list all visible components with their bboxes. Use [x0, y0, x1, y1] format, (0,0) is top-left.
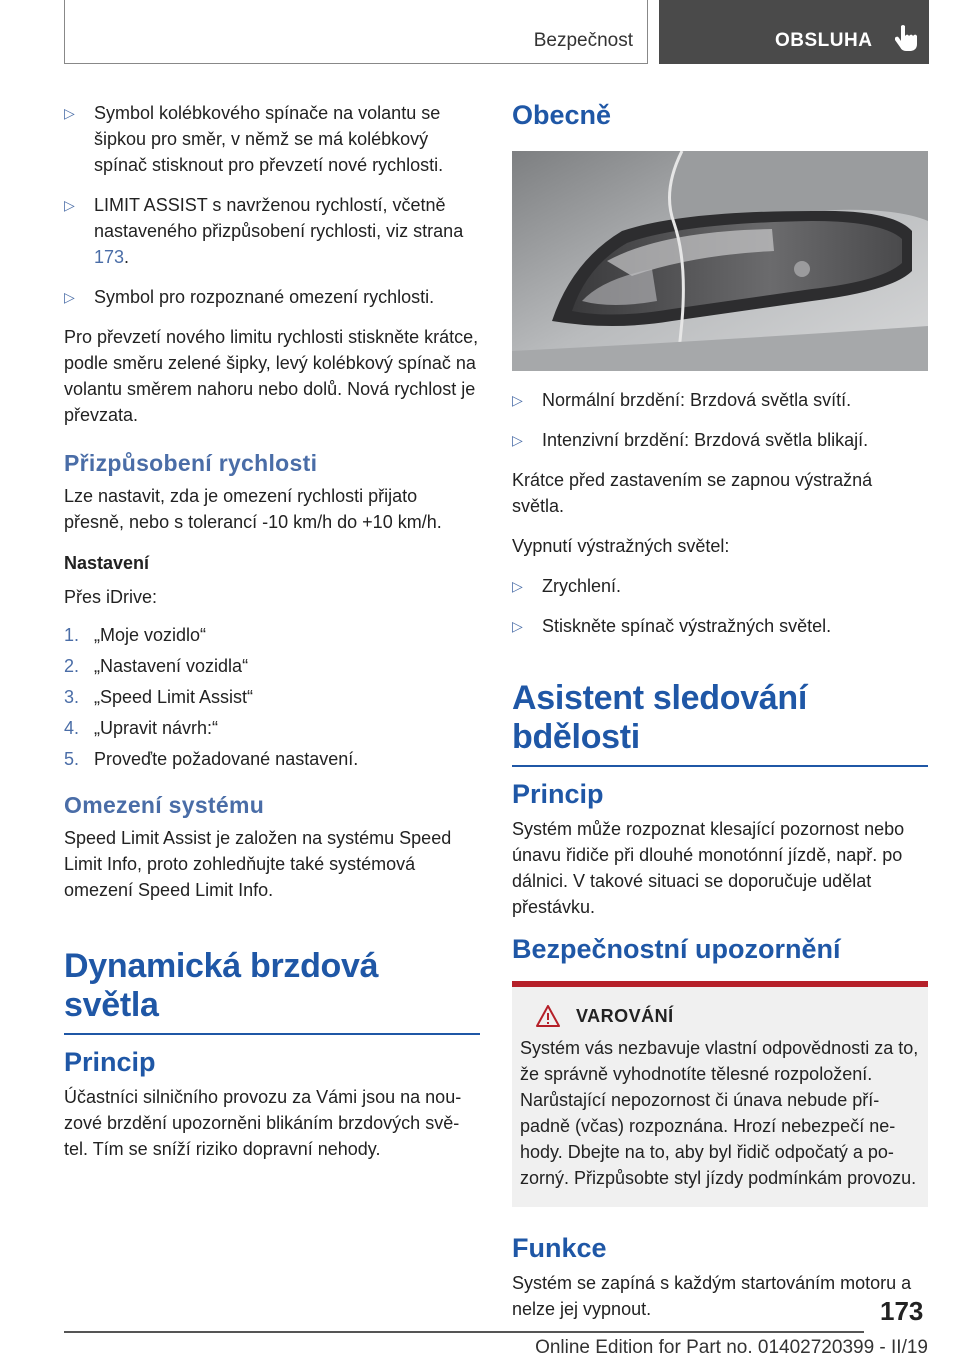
paragraph: Lze nastavit, zda je omezení rychlosti přijato přesně, nebo s tolerancí -10 km/h do +10 km/h.	[64, 486, 442, 532]
step-text: „Speed Limit Assist“	[94, 687, 254, 707]
paragraph: Systém se zapíná s každým startováním motoru a nelze jej vypnout.	[512, 1273, 912, 1319]
bullet-end: .	[124, 247, 130, 267]
step-text: „Moje vozidlo“	[94, 625, 207, 645]
list-item	[64, 748, 480, 770]
heading-principle: Princip	[64, 1047, 156, 1077]
heading-dynamic-brake-lights: Dynamická brzdová světla	[64, 933, 480, 1035]
bullet-text: Symbol pro rozpoznané omezení rychlosti.	[94, 287, 435, 307]
bullet-text: Normální brzdění: Brzdová světla svítí.	[542, 390, 852, 410]
triangle-right-outline-icon: ▷	[64, 105, 75, 121]
step-number: 5.	[64, 749, 80, 769]
heading-attention-assistant: Asistent sledování bdělosti	[512, 665, 928, 767]
triangle-right-outline-icon: ▷	[512, 392, 523, 408]
step-number: 3.	[64, 687, 80, 707]
bullet-text: LIMIT ASSIST s navrženou rychlostí, včetně nastaveného přizpůsobení rychlosti, viz strana	[94, 195, 464, 241]
header-section-box	[64, 0, 648, 64]
warning-box	[512, 981, 928, 1207]
list-item	[64, 717, 480, 739]
header-chapter-tab[interactable]	[659, 0, 929, 64]
paragraph: Účastníci silničního provozu za Vámi jsou na nou-zové brzdění upozorněni blikáním brzdových svě-tel. Tím se sníží riziko dopravní nehody.	[64, 1087, 462, 1159]
car-tail-light-illustration	[512, 151, 928, 371]
paragraph: Vypnutí výstražných světel:	[512, 536, 730, 556]
paragraph: Krátce před zastavením se zapnou výstražná světla.	[512, 470, 873, 516]
list-item	[64, 655, 480, 677]
step-number: 2.	[64, 656, 80, 676]
list-item	[512, 573, 928, 599]
header-chapter-label: OBSLUHA	[775, 30, 873, 51]
step-number: 1.	[64, 625, 80, 645]
step-text: Proveďte požadované nastavení.	[94, 749, 359, 769]
warning-header	[536, 1005, 920, 1027]
tail-light-image	[512, 151, 928, 371]
heading-safety-notes: Bezpečnostní upozornění	[512, 934, 841, 964]
list-item	[64, 686, 480, 708]
list-item	[64, 100, 480, 178]
step-text: „Nastavení vozidla“	[94, 656, 249, 676]
triangle-right-outline-icon: ▷	[512, 578, 523, 594]
paragraph: Speed Limit Assist je založen na systému Speed Limit Info, proto zohledňujte také systémová omezení Speed Limit Info.	[64, 828, 452, 900]
list-item	[64, 284, 480, 310]
triangle-right-outline-icon: ▷	[64, 197, 75, 213]
triangle-right-outline-icon: ▷	[512, 432, 523, 448]
list-item	[64, 624, 480, 646]
paragraph: Systém může rozpoznat klesající pozornost nebo únavu řidiče při dlouhé monotónní jízdě, např. po dálnici. V takové situaci se doporučuje udělat přestávku.	[512, 819, 905, 917]
bullet-text: Zrychlení.	[542, 576, 622, 596]
warning-title: VAROVÁNÍ	[576, 1005, 674, 1026]
brake-light-modes-list	[512, 387, 928, 453]
bullet-text: Stiskněte spínač výstražných světel.	[542, 616, 832, 636]
step-number: 4.	[64, 718, 80, 738]
heading-general: Obecně	[512, 100, 612, 130]
hazard-off-list	[512, 573, 928, 639]
bullet-text: Symbol kolébkového spínače na volantu se šipkou pro směr, v němž se má kolébkový spínač stisknout pro převzetí nové rychlosti.	[94, 103, 444, 175]
triangle-right-outline-icon: ▷	[512, 618, 523, 634]
heading-system-limits: Omezení systému	[64, 792, 265, 818]
warning-text: Systém vás nezbavuje vlastní odpovědnosti za to, že správně vyhodnotíte tělesné rozpoložení. Narůstající nepozornost či únava nebude pří-padně (včas) rozpoznána. Hrozí nebezpečí ne-hody. Dbejte na to, aby byl řidič odpočatý a po-zorný. Přizpůsobte styl jízdy podmínkám provozu.	[520, 1038, 919, 1188]
display-symbols-list	[64, 100, 480, 310]
paragraph: Pro převzetí nového limitu rychlosti stiskněte krátce, podle směru zelené šipky, levý kolébkový spínač na volantu směrem nahoru nebo dolů. Nová rychlost je převzata.	[64, 327, 479, 425]
triangle-right-outline-icon: ▷	[64, 289, 75, 305]
heading-settings: Nastavení	[64, 553, 150, 573]
step-text: „Upravit návrh:“	[94, 718, 219, 738]
list-item	[512, 427, 928, 453]
bullet-text: Intenzivní brzdění: Brzdová světla blikají.	[542, 430, 869, 450]
list-item	[512, 613, 928, 639]
heading-function: Funkce	[512, 1233, 607, 1263]
header-section-title: Bezpečnost	[533, 30, 633, 51]
left-column	[64, 100, 480, 1176]
page-reference-link[interactable]: 173	[94, 247, 125, 267]
settings-steps-list	[64, 624, 480, 770]
footer-divider	[64, 1331, 864, 1333]
list-item	[512, 387, 928, 413]
heading-speed-adaptation: Přizpůsobení rychlosti	[64, 450, 318, 476]
hand-pointing-icon	[895, 24, 921, 54]
heading-principle: Princip	[512, 779, 604, 809]
list-item	[64, 192, 480, 270]
warning-triangle-icon	[536, 1005, 560, 1027]
footer-edition-text: Online Edition for Part no. 01402720399 - II/19	[535, 1337, 928, 1358]
page-number: 173	[880, 1296, 924, 1326]
right-column	[512, 100, 928, 1336]
paragraph: Přes iDrive:	[64, 587, 158, 607]
